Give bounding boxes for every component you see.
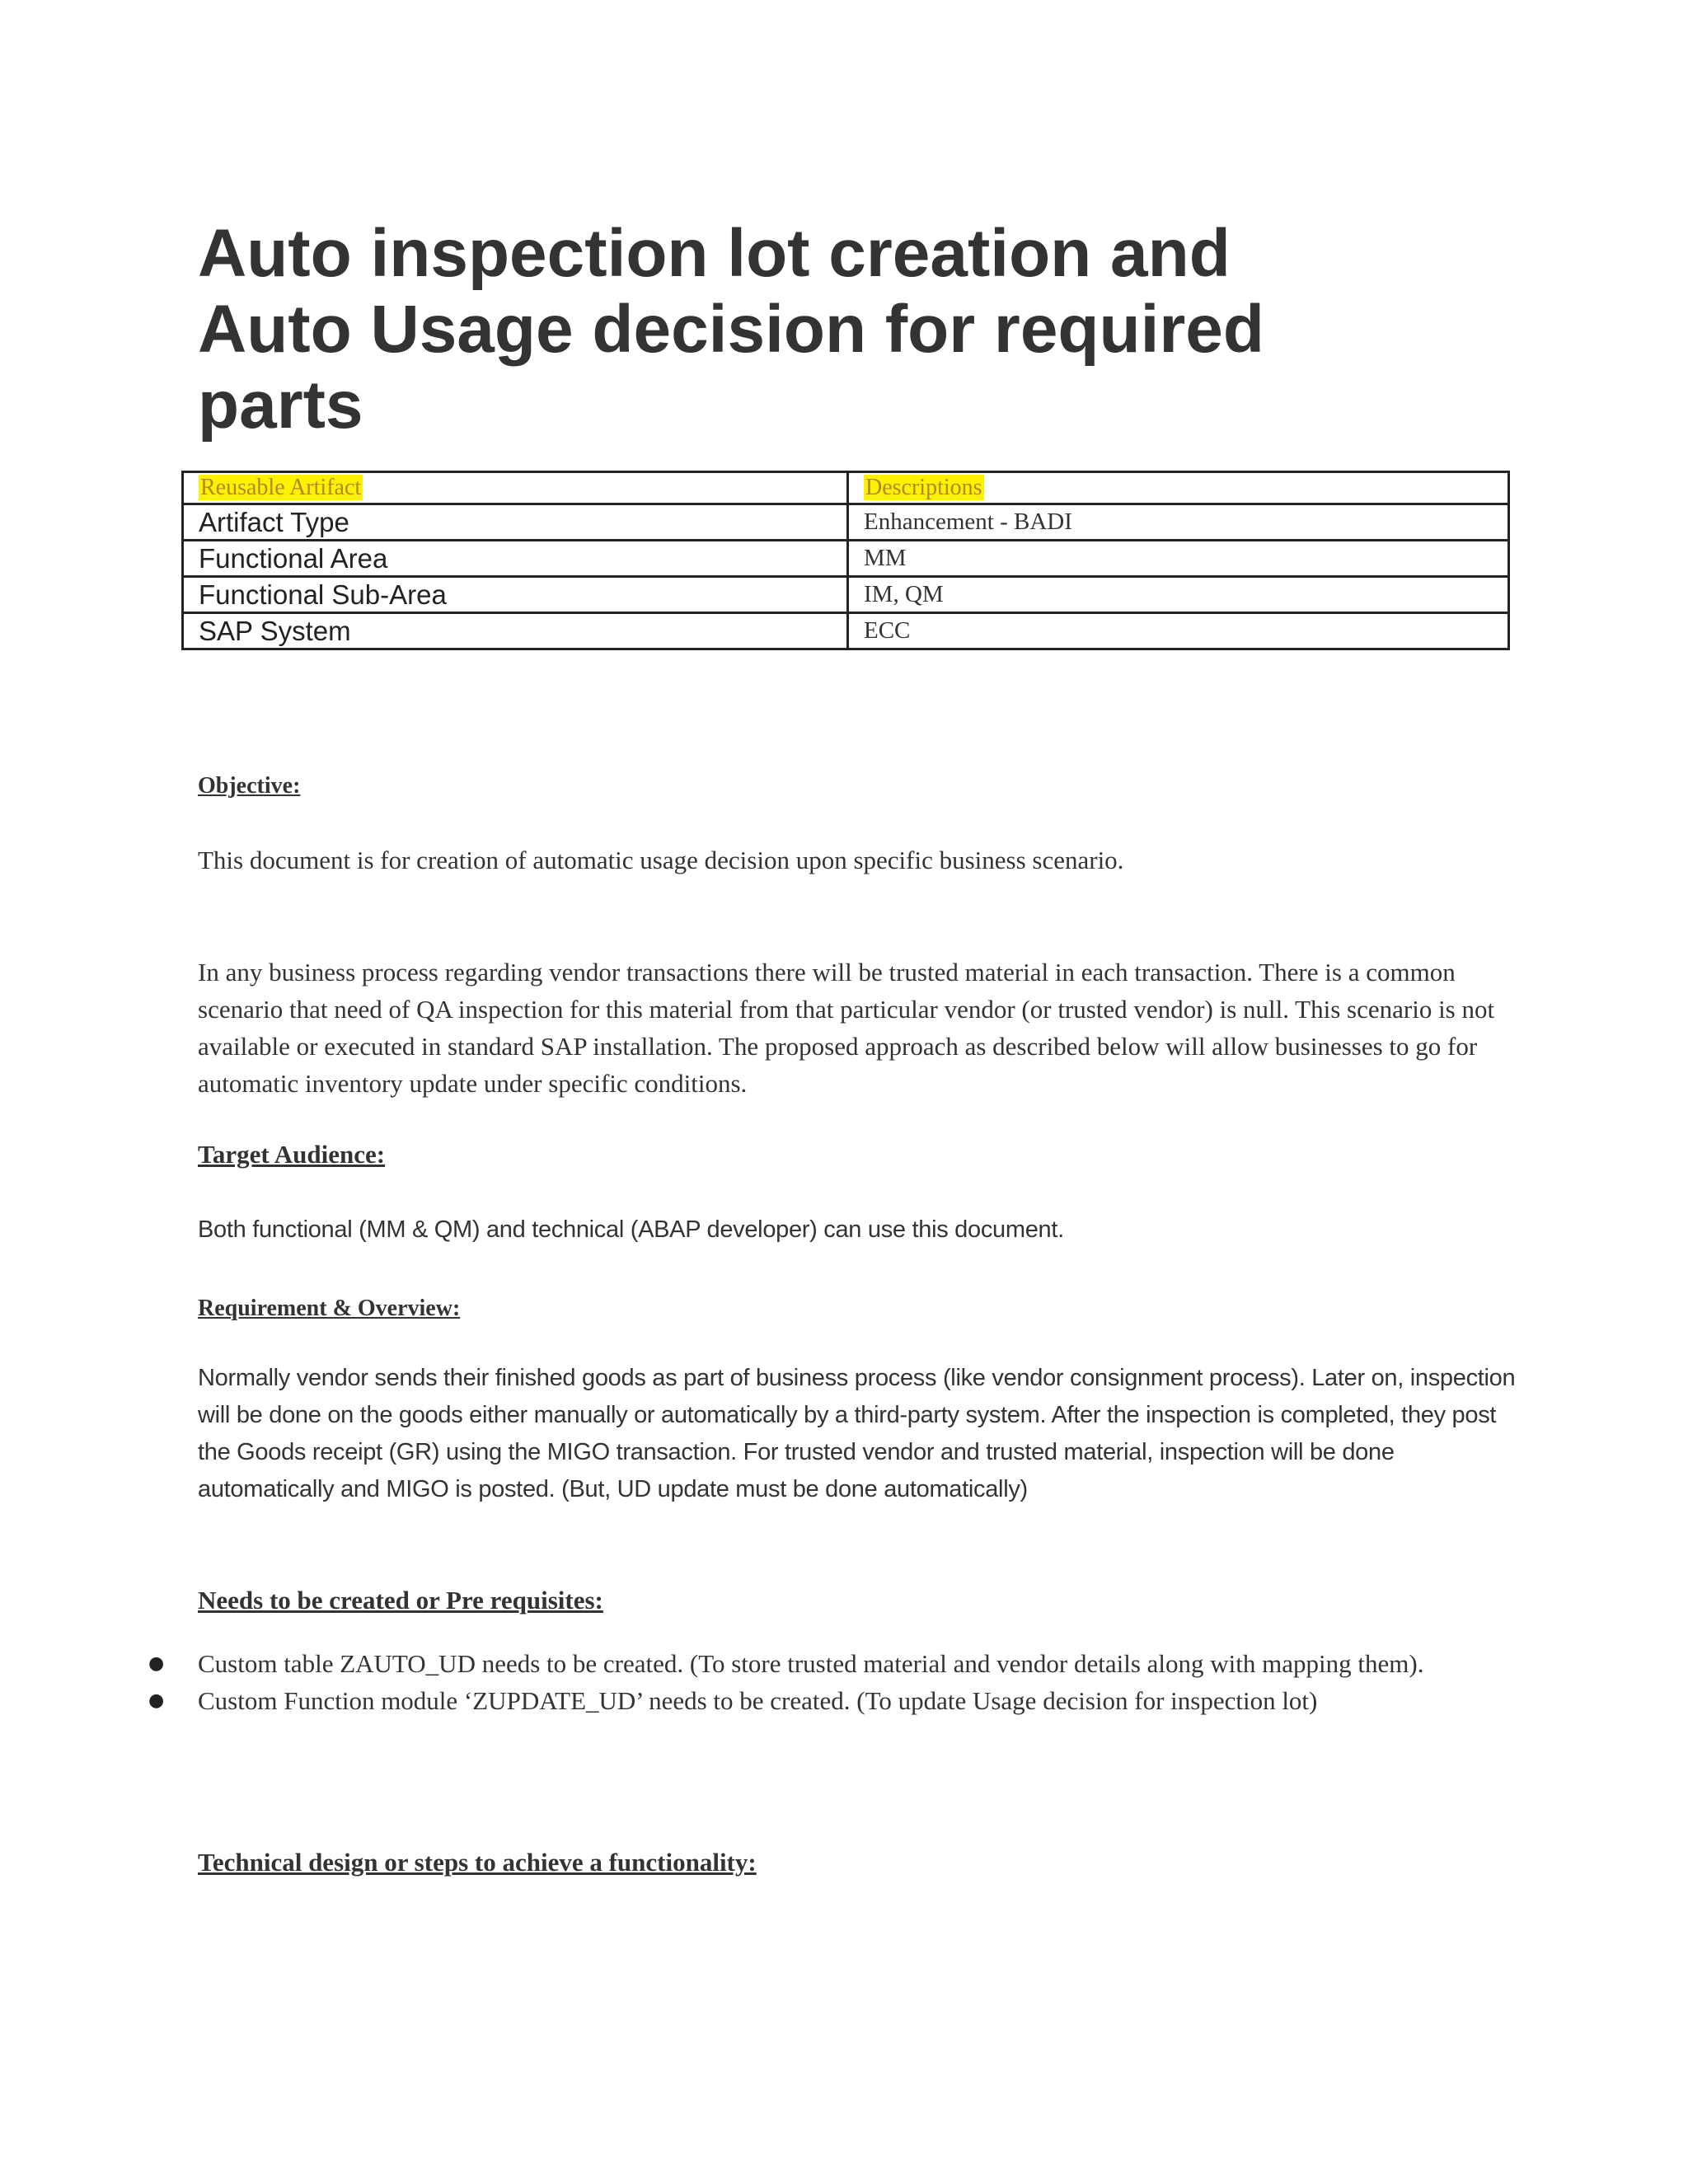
list-item (148, 1682, 1517, 1719)
prerequisites-heading: Needs to be created or Pre requisites: (198, 1586, 603, 1615)
table-row (183, 577, 1509, 613)
header-reusable-artifact: Reusable Artifact (200, 475, 362, 500)
list-item (148, 1645, 1517, 1682)
row-label-sap-system: SAP System (183, 613, 848, 649)
table-header-row (183, 472, 1509, 504)
target-audience-text: Both functional (MM & QM) and technical (ABAP developer) can use this document. (198, 1216, 1064, 1243)
objective-paragraph-1: This document is for creation of automatic usage decision upon specific business scenario. (198, 846, 1124, 874)
prerequisites-list (148, 1645, 1517, 1719)
table-header-cell (848, 472, 1509, 504)
row-value-artifact-type: Enhancement - BADI (848, 504, 1509, 541)
table-row (183, 504, 1509, 541)
technical-design-heading: Technical design or steps to achieve a functionality: (198, 1848, 757, 1877)
header-descriptions: Descriptions (865, 475, 982, 500)
row-value-functional-sub-area: IM, QM (848, 577, 1509, 613)
requirement-text: Normally vendor sends their finished goods as part of business process (like vendor consignment process). Later on, inspection will be done on the goods either manually or automatically by a third-party system. After the inspection is completed, they post the Goods receipt (GR) using the MIGO transaction. For trusted vendor and trusted material, inspection will be done automatically and MIGO is posted. (But, UD update must be done automatically) (198, 1365, 1516, 1502)
table-row (183, 613, 1509, 649)
row-label-functional-area: Functional Area (183, 541, 848, 577)
target-audience-heading: Target Audience: (198, 1140, 386, 1169)
artifact-table (181, 471, 1510, 650)
row-value-sap-system: ECC (848, 613, 1509, 649)
prerequisite-text: Custom table ZAUTO_UD needs to be created. (To store trusted material and vendor details along with mapping them). (198, 1649, 1424, 1678)
row-value-functional-area: MM (848, 541, 1509, 577)
table-header-cell (183, 472, 848, 504)
requirement-heading: Requirement & Overview: (198, 1296, 461, 1321)
objective-heading: Objective: (198, 773, 301, 799)
objective-paragraph-2: In any business process regarding vendor transactions there will be trusted material in each transaction. There is a common scenario that need of QA inspection for this material from that particular vendor (or trusted vendor) is null. This scenario is not available or executed in standard SAP installation. The proposed approach as described below will allow businesses to go for automatic inventory update under specific conditions. (198, 958, 1495, 1098)
table-row (183, 541, 1509, 577)
row-label-artifact-type: Artifact Type (183, 504, 848, 541)
title-line-3: parts (198, 368, 363, 443)
title-line-2: Auto Usage decision for required (198, 292, 1264, 367)
document-title (198, 216, 1517, 443)
row-label-functional-sub-area: Functional Sub-Area (183, 577, 848, 613)
bullet-icon: ● (148, 1653, 165, 1674)
title-line-1: Auto inspection lot creation and (198, 216, 1231, 291)
bullet-icon: ● (148, 1690, 165, 1711)
prerequisite-text: Custom Function module ‘ZUPDATE_UD’ needs to be created. (To update Usage decision for inspection lot) (198, 1686, 1318, 1715)
